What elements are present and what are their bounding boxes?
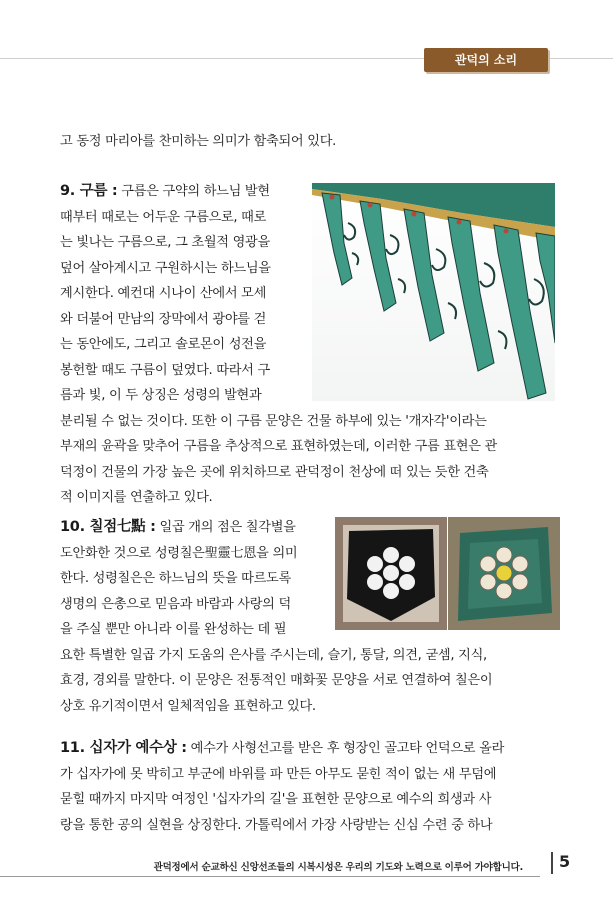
paragraph-line: 적 이미지를 연출하고 있다. xyxy=(60,490,213,505)
paragraph-line: 9. 구름 : 구름은 구약의 하느님 발현 xyxy=(60,183,270,199)
footer-rule xyxy=(0,876,540,877)
paragraph-line: 랑을 통한 공의 실현을 상징한다. 가톨릭에서 가장 사랑받는 신심 수련 중 하나 xyxy=(60,817,493,833)
paragraph-line: 효경, 경외를 말한다. 이 문양은 전통적인 매화꽃 문양을 서로 연결하여 칠은이 xyxy=(60,673,493,688)
paragraph-line: 도안화한 것으로 성령칠은聖靈七恩을 의미 xyxy=(60,545,298,561)
seven-dot-pattern-white-photo xyxy=(335,517,447,630)
paragraph-line: 생명의 은총으로 믿음과 바람과 사랑의 덕 xyxy=(60,596,291,612)
paragraph-line: 는 동안에도, 그리고 솔로몬이 성전을 xyxy=(60,337,267,352)
paragraph-line: 가 십자가에 못 박히고 부군에 바위를 파 만든 아무도 묻힌 적이 없는 새 무덤에 xyxy=(60,766,497,782)
paragraph-line: 한다. 성령칠은은 하느님의 뜻을 따르도록 xyxy=(60,571,291,586)
paragraph-line: 는 빛나는 구름으로, 그 초월적 영광을 xyxy=(60,235,270,250)
paragraph-line: 11. 십자가 예수상 : 예수가 사형선고를 받은 후 형장인 골고타 언덕으로 올라 xyxy=(60,740,505,756)
section-heading-seven-dots: 10. 칠점七點 : xyxy=(60,519,156,535)
paragraph-line: 덕정이 건물의 가장 높은 곳에 위치하므로 관덕정이 천상에 떠 있는 듯한 건축 xyxy=(60,464,489,480)
paragraph-line: 름과 빛, 이 두 상징은 성령의 발현과 xyxy=(60,388,262,403)
eaves-rafters-photo xyxy=(312,183,555,401)
paragraph-line: 상호 유기적이면서 일체적임을 표현하고 있다. xyxy=(60,698,316,714)
section-heading-crucifix: 11. 십자가 예수상 : xyxy=(60,740,187,756)
page-number: 5 xyxy=(559,852,571,871)
seven-dot-pattern-yellow-photo xyxy=(448,517,560,630)
paragraph-line: 덮어 살아계시고 구원하시는 하느님을 xyxy=(60,260,271,276)
paragraph-line: 을 주실 뿐만 아니라 이를 완성하는 데 필 xyxy=(60,622,287,637)
paragraph-line: 10. 칠점七點 : 일곱 개의 점은 칠각별을 xyxy=(60,519,296,535)
footer-caption: 관덕정에서 순교하신 신앙선조들의 시복시성은 우리의 기도와 노력으로 이루어 가야합니다. xyxy=(153,862,523,873)
paragraph-line: 분리될 수 없는 것이다. 또한 이 구름 문양은 건물 하부에 있는 '개자각'이라는 xyxy=(60,413,487,429)
paragraph-line: 묻힐 때까지 마지막 여정인 '십자가의 길'을 표현한 문양으로 예수의 희생과 사 xyxy=(60,792,492,807)
paragraph-line: 계시한다. 예컨대 시나이 산에서 모세 xyxy=(60,286,267,301)
paragraph-line: 부재의 윤곽을 맞추어 구름을 추상적으로 표현하였는데, 이러한 구름 표현은 관 xyxy=(60,439,497,454)
section-title-tab: 관덕의 소리 xyxy=(424,48,548,72)
paragraph-line: 때부터 때로는 어두운 구름으로, 때로 xyxy=(60,209,267,225)
paragraph-line: 와 더불어 만남의 장막에서 광야를 걷 xyxy=(60,311,267,327)
paragraph-line: 봉헌할 때도 구름이 덮였다. 따라서 구 xyxy=(60,362,270,378)
page-number-divider xyxy=(551,852,553,874)
paragraph-line: 고 동정 마리아를 찬미하는 의미가 함축되어 있다. xyxy=(60,134,337,149)
section-heading-clouds: 9. 구름 : xyxy=(60,183,118,199)
paragraph-line: 요한 특별한 일곱 가지 도움의 은사를 주시는데, 슬기, 통달, 의견, 굳셈, 지식, xyxy=(60,647,487,663)
